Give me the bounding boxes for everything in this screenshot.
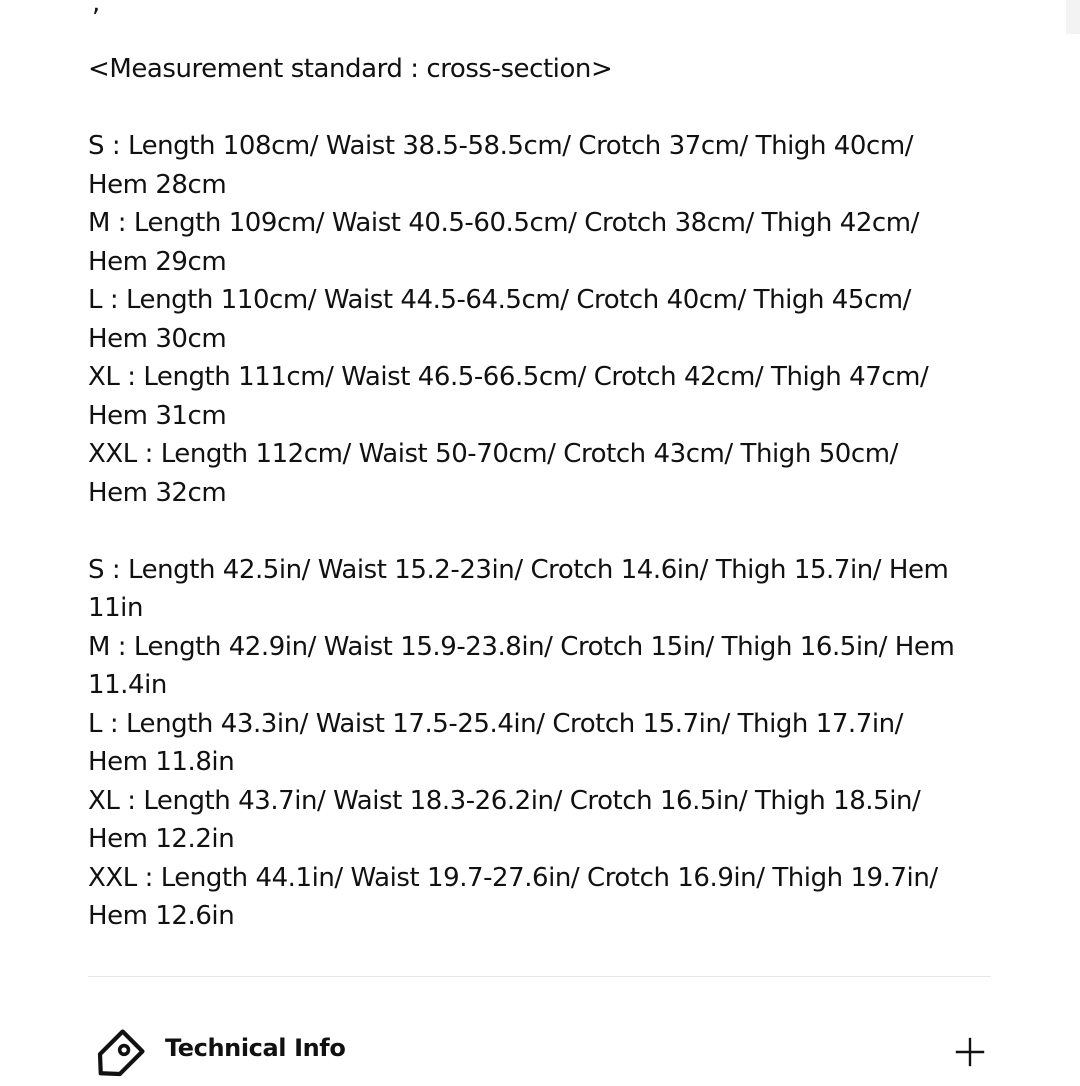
inch-size-l-line-2: Hem 11.8in: [88, 747, 235, 777]
inch-size-s-line-1: S : Length 42.5in/ Waist 15.2-23in/ Crotch 14.6in/ Thigh 15.7in/ Hem: [88, 554, 949, 585]
inch-size-s-line-2: 11in: [88, 593, 143, 623]
cut-off-text-fragment: ,: [92, 0, 101, 18]
scrollbar-edge: [1066, 0, 1080, 34]
inch-size-m-line-1: M : Length 42.9in/ Waist 15.9-23.8in/ Crotch 15in/ Thigh 16.5in/ Hem: [88, 631, 955, 662]
tag-icon: [88, 1028, 146, 1086]
cm-size-m-line-2: Hem 29cm: [88, 246, 227, 277]
cm-size-block: [88, 127, 998, 512]
inch-size-xl-line-1: XL : Length 43.7in/ Waist 18.3-26.2in/ Crotch 16.5in/ Thigh 18.5in/: [88, 785, 921, 816]
cm-size-xl-line-2: Hem 31cm: [88, 400, 227, 431]
spacer: [88, 89, 998, 128]
inch-size-xxl-line-1: XXL : Length 44.1in/ Waist 19.7-27.6in/ Crotch 16.9in/ Thigh 19.7in/: [88, 862, 938, 893]
cm-size-xxl-line-1: XXL : Length 112cm/ Waist 50-70cm/ Crotch 43cm/ Thigh 50cm/: [88, 439, 898, 469]
size-measurement-text: [88, 50, 998, 936]
measurement-heading: <Measurement standard : cross-section>: [88, 54, 613, 84]
inch-size-xl-line-2: Hem 12.2in: [88, 824, 235, 854]
spacer: [88, 512, 998, 551]
technical-info-label: Technical Info: [165, 1034, 346, 1062]
cm-size-l-line-1: L : Length 110cm/ Waist 44.5-64.5cm/ Crotch 40cm/ Thigh 45cm/: [88, 285, 911, 315]
cm-size-s-line-1: S : Length 108cm/ Waist 38.5-58.5cm/ Crotch 37cm/ Thigh 40cm/: [88, 131, 914, 161]
technical-info-accordion[interactable]: [88, 1020, 991, 1080]
plus-icon[interactable]: [955, 1037, 985, 1067]
cm-size-s-line-2: Hem 28cm: [88, 169, 227, 200]
inch-size-m-line-2: 11.4in: [88, 670, 167, 700]
inch-size-xxl-line-2: Hem 12.6in: [88, 901, 235, 931]
cm-size-xxl-line-2: Hem 32cm: [88, 477, 227, 508]
cm-size-m-line-1: M : Length 109cm/ Waist 40.5-60.5cm/ Crotch 38cm/ Thigh 42cm/: [88, 208, 919, 238]
section-divider: [88, 976, 991, 977]
cm-size-l-line-2: Hem 30cm: [88, 323, 227, 354]
inch-size-l-line-1: L : Length 43.3in/ Waist 17.5-25.4in/ Crotch 15.7in/ Thigh 17.7in/: [88, 708, 903, 739]
cm-size-xl-line-1: XL : Length 111cm/ Waist 46.5-66.5cm/ Crotch 42cm/ Thigh 47cm/: [88, 362, 929, 392]
inch-size-block: [88, 551, 998, 936]
